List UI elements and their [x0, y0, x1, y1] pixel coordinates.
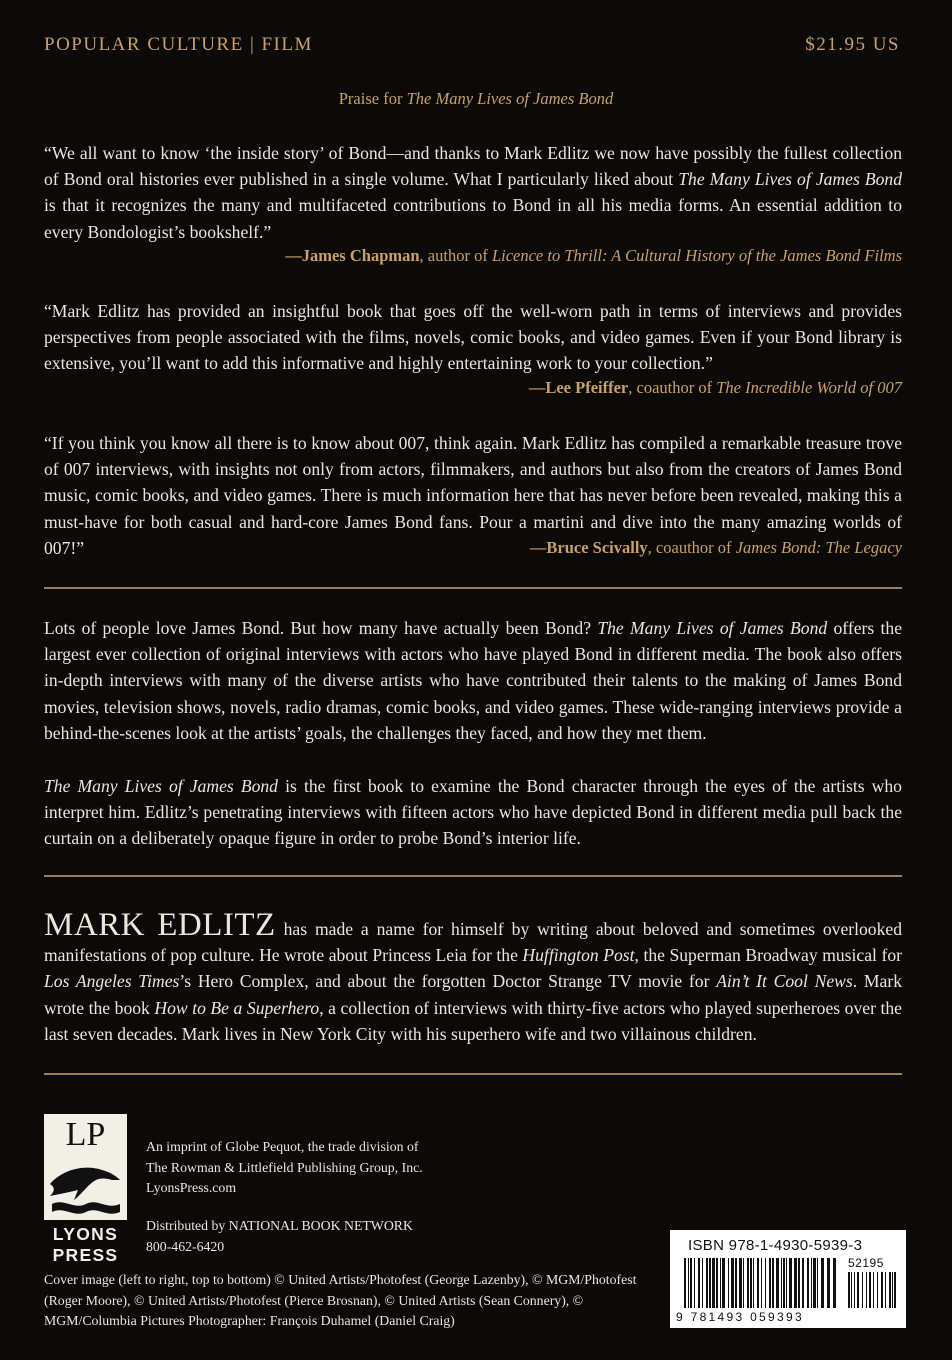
praise-heading	[0, 89, 952, 109]
isbn-number: ISBN 978-1-4930-5939-3	[688, 1237, 863, 1254]
price-label: $21.95 US	[805, 34, 900, 55]
author-italic: How to Be a Superhero	[154, 997, 320, 1018]
quote-text: “Mark Edlitz has provided an insightful book that goes off the well-worn path in terms of interviews and provides perspectives from people associated with the films, novels, comic books, and video games. Even if your Bond library is extensive, you’ll want to add this informative and highly entertaining work to your collection.”	[44, 301, 902, 374]
distributor: Distributed by NATIONAL BOOK NETWORK	[146, 1218, 413, 1233]
attribution-role: , coauthor of	[647, 538, 736, 557]
author-text: , the Superman Broadway musical for	[634, 945, 902, 966]
price-code: 52195	[848, 1256, 884, 1270]
praise-title: The Many Lives of James Bond	[406, 89, 614, 108]
attribution-name: —Lee Pfeiffer	[528, 378, 629, 397]
attribution-role: , coauthor of	[628, 378, 717, 397]
publisher-logo	[44, 1114, 127, 1264]
description-paragraph-2	[44, 773, 902, 852]
divider	[44, 875, 902, 877]
author-italic: Los Angeles Times	[44, 971, 180, 992]
quote-italic: The Many Lives of James Bond	[678, 169, 902, 190]
quote-text: “We all want to know ‘the inside story’ of Bond—and thanks to Mark Edlitz we now have possibly the fullest collection of Bond oral histories ever published in a single volume. What I particularly liked about	[44, 143, 902, 190]
distribution-info	[146, 1216, 413, 1257]
logo-wordmark	[44, 1224, 127, 1266]
author-text: ’s Hero Complex, and about the forgotten Doctor Strange TV movie for	[179, 971, 717, 992]
attribution-work: Licence to Thrill: A Cultural History of the James Bond Films	[491, 246, 902, 265]
attribution-pfeiffer	[529, 378, 902, 398]
author-text: , a collection of interviews with thirty-five actors who played superheroes over the last seven decades. Mark lives in New York City with his superhero wife and two villainous children.	[44, 997, 902, 1044]
publisher-website: LyonsPress.com	[146, 1180, 237, 1195]
imprint-line: An imprint of Globe Pequot, the trade division of	[146, 1139, 419, 1154]
cover-credit: Cover image (left to right, top to bottom) © United Artists/Photofest (George Lazenby), © MGM/Photofest (Roger Moore), © United Artists/Photofest (Pierce Brosnan), © United Artists (Sean Connery), © MGM/Columbia Pictures Photographer: François Duhamel (Daniel Craig)	[44, 1272, 637, 1328]
author-italic: Ain’t It Cool News	[716, 971, 853, 992]
description-text: offers the largest ever collection of original interviews with actors who have played Bond in different media. The book also offers in-depth interviews with many of the diverse artists who have contributed their talents to the making of James Bond movies, television shows, novels, radio dramas, comic books, and video games. These wide-ranging interviews provide a behind-the-scenes look at the artists’ goals, the challenges they faced, and how they met them.	[44, 618, 902, 743]
imprint-info	[146, 1137, 423, 1199]
description-text: Lots of people love James Bond. But how many have actually been Bond?	[44, 618, 598, 638]
author-text: . Mark wrote the book	[44, 971, 903, 1018]
quote-text: “If you think you know all there is to know about 007, think again. Mark Edlitz has compiled a remarkable treasure trove of 007 interviews, with insights not only from actors, filmmakers, and authors but also from the creators of James Bond music, comic books, and video games. There is much information here that has never before been revealed, making this a must-have for both casual and hard-core James Bond fans. Pour a martini and dive into the many amazing worlds of 007!”	[44, 433, 902, 558]
distributor-phone: 800-462-6420	[146, 1238, 225, 1254]
attribution-name: —Bruce Scivally	[529, 538, 648, 557]
barcode-digits: 9 781493 059393	[676, 1310, 804, 1324]
isbn-barcode	[670, 1230, 906, 1328]
author-italic: Huffington Post	[522, 945, 635, 966]
author-text: has made a name for himself by writing about beloved and sometimes overlooked manifestations of pop culture. He wrote about Princess Leia for the	[44, 919, 903, 966]
attribution-name: —James Chapman	[285, 246, 420, 265]
quote-pfeiffer	[44, 298, 902, 377]
praise-prefix: Praise for	[338, 89, 407, 108]
quote-chapman	[44, 140, 902, 245]
logo-line: LYONS	[52, 1224, 119, 1244]
description-text: is the first book to examine the Bond character through the eyes of the artists who interpret him. Edlitz’s penetrating interviews with fifteen actors who have depicted Bond in different media pull back the curtain on a deliberately opaque figure in order to probe Bond’s interior life.	[44, 776, 902, 849]
divider	[44, 1073, 902, 1075]
logo-line: PRESS	[52, 1245, 119, 1265]
logo-letters: LP	[65, 1116, 106, 1153]
author-bio	[44, 907, 903, 1047]
quote-text: is that it recognizes the many and multifaceted contributions to Bond in all his media forms. An essential addition to every Bondologist’s bookshelf.”	[44, 195, 902, 242]
author-name: MARK EDLITZ	[44, 907, 276, 943]
description-paragraph-1	[44, 615, 902, 746]
attribution-work: The Incredible World of 007	[716, 378, 902, 397]
divider	[44, 587, 902, 589]
description-title: The Many Lives of James Bond	[44, 776, 278, 796]
attribution-scivally	[530, 538, 902, 558]
category-label: POPULAR CULTURE | FILM	[44, 34, 313, 55]
imprint-line: The Rowman & Littlefield Publishing Group, Inc.	[146, 1159, 423, 1175]
attribution-work: James Bond: The Legacy	[735, 538, 902, 557]
description-title: The Many Lives of James Bond	[597, 618, 828, 638]
attribution-role: , author of	[419, 246, 492, 265]
attribution-chapman	[285, 246, 902, 266]
dolphin-icon	[44, 1114, 127, 1220]
